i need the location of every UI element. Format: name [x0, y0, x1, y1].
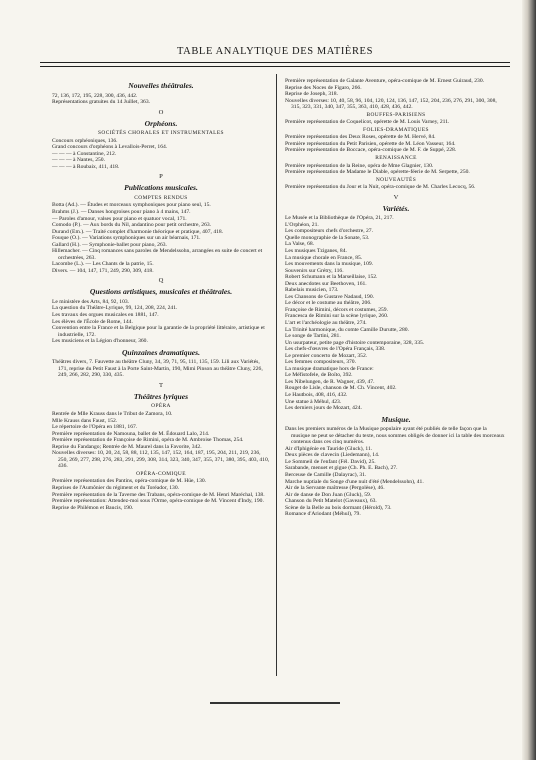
index-entry: Reprise des Noces de Figaro, 266.	[285, 84, 362, 91]
index-entry: Chanson du Petit Matelot (Gaveaux), 63.	[285, 498, 377, 505]
index-entry: Première représentation du Petit Parisien, opérette de M. Léon Vasseur, 164.	[285, 140, 456, 147]
index-entry: Première représentation de Namouna, ballet de M. Édouard Lalo, 214.	[52, 430, 210, 437]
index-entry: Un usurpateur, petite page d'histoire contemporaine, 328, 335.	[285, 339, 425, 346]
section-heading: Quinzaines dramatiques.	[121, 347, 201, 357]
index-entry: Première représentation de la Taverne des Trabans, opéra-comique de M. Henri Maréchal, 138.	[52, 491, 265, 498]
subsection-heading: FOLIES-DRAMATIQUES	[363, 126, 429, 133]
right-column	[285, 78, 507, 518]
index-entry: — — — à Roubaix, 411, 418.	[52, 163, 120, 170]
index-entry: Première représentation du Jour et la Nuit, opéra-comique de M. Charles Lecocq, 56.	[285, 184, 476, 191]
index-entry: Françoise de Rimini, décors et costumes, 259.	[285, 306, 388, 313]
index-entry: Hillemacher. — Cinq romances sans paroles de Mendelssohn, arrangées en suite de concert et orchestrées, 263.	[52, 248, 263, 261]
index-entry: Durand (Em.). — Traité complet d'harmonie théorique et pratique, 407, 418.	[52, 228, 224, 235]
section-heading: Variétés.	[382, 203, 410, 213]
index-entry: Première représentation de Boccace, opéra-comique de M. F. de Suppé, 228.	[285, 147, 457, 154]
index-entry: Les travaux des orgues musicales en 1881, 147.	[52, 312, 159, 319]
index-entry: Le Musée et la Bibliothèque de l'Opéra, 21, 217.	[285, 215, 394, 222]
index-entry: Première représentation de Galante Aventure, opéra-comique de M. Ernest Guiraud, 230.	[285, 78, 485, 84]
section-heading: Orphéons.	[144, 118, 178, 128]
index-entry: Le Méfistofele, de Boïto, 392.	[285, 372, 353, 379]
index-entry: Les compositeurs chefs d'orchestre, 27.	[285, 228, 373, 235]
index-entry: Marche nuptiale du Songe d'une nuit d'été (Mendelssohn), 41.	[285, 478, 424, 485]
index-entry: Les derniers jours de Mozart, 424.	[285, 405, 362, 412]
index-entry: Les mouvements dans la musique, 109.	[285, 261, 374, 268]
subsection-heading: NOUVEAUTÉS	[375, 176, 417, 183]
index-entry: Rouget de Lisle, chanson de M. Ch. Vincent, 402.	[285, 385, 397, 392]
index-entry: Reprises de l'Aumônier du régiment et du Toréador, 130.	[52, 484, 180, 491]
index-entry: Reprise de Joseph, 318.	[285, 91, 338, 98]
index-entry: Nouvelles diverses: 10, 20, 24, 58, 88, 112, 135, 147, 152, 164, 187, 195, 204, 211, 219, 236, 250, 269, 277, 298, 276, 283, 291, 299, 308, 314, 323, 340, 347, 355, 371, 380, 395, 403, 410, 436.	[52, 450, 270, 470]
index-entry: — Paroles d'amour, valses pour piano et quatuor vocal, 171.	[52, 215, 187, 222]
subsection-heading: OPÉRA	[151, 403, 171, 410]
header-rule-double	[40, 66, 510, 67]
index-entry: Le ministère des Arts, 84, 92, 103.	[52, 298, 130, 305]
index-entry: Deux pièces de clavecin (Liedemann), 14.	[285, 452, 380, 459]
index-entry: La Valse, 68.	[285, 241, 315, 248]
section-heading: Questions artistiques, musicales et théâtrales.	[89, 287, 233, 297]
index-entry: Première représentation de Coquelicot, opérette de M. Louis Varney, 211.	[285, 119, 450, 126]
index-entry: L'art et l'archéologie au théâtre, 274.	[285, 320, 367, 326]
section-heading: Nouvelles théâtrales.	[128, 81, 194, 90]
index-entry: Dans les premiers numéros de la Musique populaire ayant été publiés de telle façon que la musique ne peut se détacher du texte, nous sommes obligés de donner ici la table des morceaux contenus dans ces cinq numéros.	[285, 426, 505, 446]
index-entry: Les musiques Tziganes, 84.	[285, 247, 347, 254]
index-entry: Mlle Krauss dans Faust, 152.	[52, 417, 118, 424]
index-entry: — — — à Nantes, 250.	[52, 157, 105, 164]
index-entry: Scène de la Belle au bois dormant (Hérold), 73.	[285, 504, 392, 511]
index-entry: — — — à Constantine, 212.	[52, 150, 117, 157]
section-letter: O	[158, 108, 164, 116]
index-entry: Robert Schumann et la Marseillaise, 152.	[285, 274, 378, 281]
page-edge-shadow	[522, 0, 536, 760]
index-entry: Les femmes compositeurs, 370.	[285, 359, 356, 366]
index-entry: Une statue à Méhul, 423.	[285, 398, 342, 405]
index-entry: Botta (Ad.). — Études et morceaux symphoniques pour piano seul, 15.	[52, 202, 211, 209]
subsection-heading: BOUFFES-PARISIENS	[366, 111, 426, 118]
section-letter: Q	[158, 277, 164, 285]
subsection-heading: OPÉRA-COMIQUE	[136, 470, 186, 477]
section-letter: V	[393, 193, 399, 201]
section-heading: Théâtres lyriques	[133, 391, 189, 401]
index-entry: Première représentation des Deux Roses, opérette de M. Hervé, 84.	[285, 134, 436, 141]
index-entry: La question du Théâtre-Lyrique, 99, 124, 208, 224, 241.	[52, 305, 178, 312]
index-entry: Deux anecdotes sur Beethoven, 161.	[285, 280, 367, 287]
index-entry: Air de la Servante maîtresse (Pergolèse), 46.	[285, 485, 385, 492]
index-entry: Le Hautbois, 408, 416, 432.	[285, 392, 348, 399]
index-entry: Les chefs-d'œuvres de l'Opéra Français, 338.	[285, 346, 386, 353]
index-entry: Première représentation de Françoise de Rimini, opéra de M. Ambroise Thomas, 254.	[52, 437, 244, 444]
index-entry: Gallard (H.). — Symphonie-ballet pour piano, 263.	[52, 241, 167, 248]
index-entry: Première représentation de la Reine, opéra de Mme Glagnier, 130.	[285, 162, 434, 169]
header-rule	[40, 62, 510, 63]
footer-rule	[210, 702, 340, 704]
index-entry: Le premier concerto de Mozart, 352.	[285, 352, 368, 359]
section-heading: Publications musicales.	[124, 183, 198, 193]
index-entry: Air d'Iphigénie en Tauride (Gluck), 11.	[285, 445, 373, 452]
index-entry: Divers. — 104, 147, 171, 249, 290, 309, 418.	[52, 267, 154, 274]
left-column	[52, 78, 270, 511]
index-entry: Les élèves de l'École de Rome, 144.	[52, 318, 133, 325]
index-entry: Francesca de Rimini sur la scène lyrique, 260.	[285, 313, 389, 320]
subsection-heading: RENAISSANCE	[375, 155, 417, 162]
index-entry: Première représentation des Pantins, opéra-comique de M. Hüe, 130.	[52, 478, 207, 485]
subsection-heading: COMPTES RENDUS	[134, 194, 188, 201]
index-entry: Rabelais musicien, 173.	[285, 287, 339, 294]
index-entry: Première représentation: Attendez-moi sous l'Orme, opéra-comique de M. Vincent d'Indy, 190.	[52, 498, 264, 505]
index-entry: Comodo (P.). — Aux bords du Nil, andantino pour petit orchestre, 263.	[52, 222, 212, 229]
page-title: TABLE ANALYTIQUE DES MATIÈRES	[176, 46, 374, 57]
section-letter: T	[158, 381, 164, 389]
index-entry: Romance d'Ariodant (Méhul), 79.	[285, 511, 361, 518]
index-entry: Le songe de Tartini, 281.	[285, 333, 341, 340]
index-entry: Sarabande, menuet et gigue (Ch. Ph. E. Bach), 27.	[285, 465, 398, 472]
index-entry: Les musiciens et la Légion d'honneur, 360.	[52, 338, 148, 345]
index-entry: Le répertoire de l'Opéra en 1881, 167.	[52, 424, 138, 431]
index-entry: Lacombe (L.). — Les Chants de la patrie, 15.	[52, 261, 154, 268]
index-entry: Air de danse de Don Juan (Gluck), 59.	[285, 491, 372, 498]
index-entry: L'Orphéon, 21.	[285, 221, 319, 228]
index-entry: La Trinité harmonique, du comte Camille Durutte, 280.	[285, 326, 409, 333]
index-entry: Reprise du Fandango; Rentrée de M. Maurel dans la Favorite, 342.	[52, 443, 202, 450]
index-entry: Reprise de Philémon et Baucis, 190.	[52, 504, 134, 511]
index-entry: Le Sommeil de l'enfant (Fél. David), 25.	[285, 458, 376, 465]
index-entry: Grand concours d'orphéons à Levallois-Perret, 164.	[52, 144, 168, 151]
index-entry: Théâtres divers, 7. Fauvette au théâtre Cluny, 34, 39, 71, 95, 111, 135, 159. Lili aux Variétés, 171, reprise du Petit Faust à la Porte Saint-Martin, 190, Mimi Pinson au théâtre Cluny, 226, 249, 266, 282, 290, 330, 435.	[52, 359, 263, 379]
index-entry: La musique chorale en France, 85.	[285, 254, 363, 261]
index-entry: Concours orphéoniques, 136.	[52, 137, 118, 144]
index-entry: Représentations gratuites du 14 Juillet, 363.	[52, 99, 151, 106]
index-entry: Brahms (J.). — Danses hongroises pour piano à 4 mains, 147.	[52, 208, 191, 215]
index-entry: Convention entre la France et la Belgique pour la garantie de la propriété littéraire, artistique et industrielle, 172.	[52, 325, 265, 338]
index-entry: Rentrée de Mlle Krauss dans le Tribut de Zamora, 10.	[52, 410, 173, 417]
index-entry: Nouvelles diverses: 10, 40, 58, 96, 104, 120, 124, 136, 147, 152, 204, 236, 276, 291, 300, 308, 315, 323, 331, 340, 347, 355, 363, 410, 428, 436, 442.	[285, 97, 497, 111]
subsection-heading: SOCIÉTÉS CHORALES ET INSTRUMENTALES	[98, 130, 224, 137]
index-entry: Quelle monographie de la Sonate, 53.	[285, 234, 370, 241]
index-entry: Berceuse de Camille (Dalayrac), 31.	[285, 471, 367, 478]
index-entry: Le décor et le costume au théâtre, 206.	[285, 300, 372, 307]
index-entry: 72, 136, 172, 195, 228, 300, 436, 442.	[52, 92, 138, 99]
index-entry: Les Nibelungen, de R. Wagner, 439, 47.	[285, 378, 375, 385]
index-entry: Première représentation de Madame le Diable, opérette-féerie de M. Serpette, 250.	[285, 169, 470, 176]
section-heading: Musique.	[381, 414, 411, 424]
index-entry: Souvenirs sur Grétry, 116.	[285, 267, 344, 274]
index-entry: Les Chansons de Gustave Nadaud, 190.	[285, 293, 375, 300]
index-entry: La musique dramatique hors de France:	[285, 365, 374, 372]
section-letter: P	[159, 173, 163, 181]
index-entry: Fouque (O.). — Variations symphoniques sur un air béarnais, 171.	[52, 235, 201, 242]
column-divider	[276, 74, 277, 676]
